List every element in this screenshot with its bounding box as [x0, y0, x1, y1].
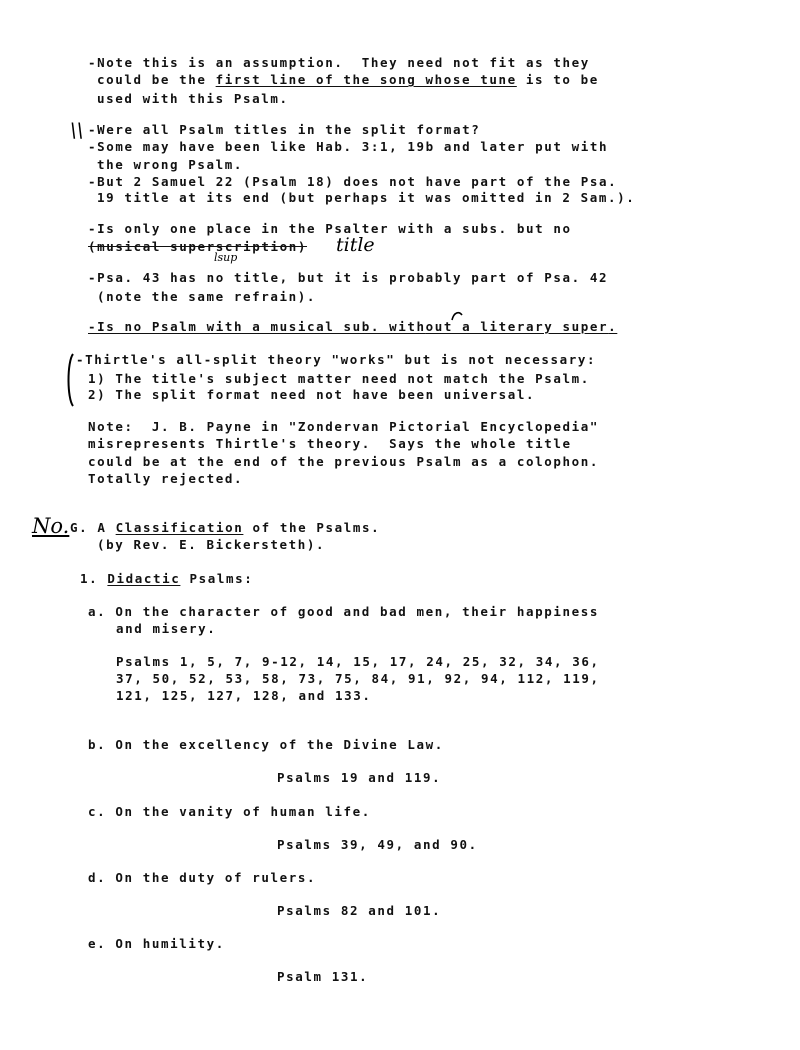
item-a-psalms-1: Psalms 1, 5, 7, 9-12, 14, 15, 17, 24, 25, 32, 34, 36, [116, 654, 600, 669]
item-a-psalms-3: 121, 125, 127, 128, and 133. [116, 688, 372, 703]
split-line-2: -Some may have been like Hab. 3:1, 19b and later put with [88, 139, 609, 154]
split-line-5: 19 title at its end (but perhaps it was omitted in 2 Sam.). [97, 190, 636, 205]
note-line-1: -Note this is an assumption. They need not fit as they [88, 55, 590, 70]
section-g-prefix: G. A [70, 520, 116, 535]
psa43-line-1: -Psa. 43 has no title, but it is probably part of Psa. 42 [88, 270, 609, 285]
payne-line-1: Note: J. B. Payne in "Zondervan Pictorial Encyclopedia" [88, 419, 600, 434]
no-psalm-part-2: out a literary super [425, 319, 609, 334]
section-g-byline: (by Rev. E. Bickersteth). [97, 537, 326, 552]
section-g-rest: of the Psalms. [243, 520, 381, 535]
section-g-heading [70, 521, 380, 535]
item-e: e. On humility. [88, 936, 225, 951]
note-line-2-end: is to be [516, 72, 599, 87]
margin-bracket [62, 352, 76, 408]
no-psalm-line [88, 320, 617, 334]
item-c: c. On the vanity of human life. [88, 804, 371, 819]
underlined-phrase: first line of the song whose tune [215, 72, 517, 87]
insertion-caret [450, 310, 464, 322]
item-a-line-1: a. On the character of good and bad men, their happiness [88, 604, 600, 619]
note-line-3: used with this Psalm. [97, 91, 289, 106]
margin-mark: \\ [70, 118, 84, 142]
note-line-2 [97, 73, 599, 87]
psa43-line-2: (note the same refrain). [97, 289, 317, 304]
no-psalm-part-1: -Is no Psalm with a musical sub. with [88, 319, 426, 334]
no-psalm-period: . [608, 319, 618, 334]
handwritten-no: No. [32, 514, 70, 538]
thirtle-line-3: 2) The split format need not have been universal. [88, 387, 536, 402]
thirtle-line-1: -Thirtle's all-split theory "works" but is not necessary: [76, 352, 597, 367]
didactic-heading [80, 572, 253, 586]
item-d-psalms: Psalms 82 and 101. [277, 903, 442, 918]
item-a-psalms-2: 37, 50, 52, 53, 58, 73, 75, 84, 91, 92, 94, 112, 119, [116, 671, 600, 686]
struck-text: (musical superscription) [88, 239, 308, 254]
split-line-3: the wrong Psalm. [97, 157, 244, 172]
didactic-rest: Psalms: [180, 571, 254, 586]
item-b-psalms: Psalms 19 and 119. [277, 770, 442, 785]
onlyone-line-1: -Is only one place in the Psalter with a subs. but no [88, 221, 572, 236]
item-b: b. On the excellency of the Divine Law. [88, 737, 444, 752]
item-d: d. On the duty of rulers. [88, 870, 317, 885]
item-e-psalms: Psalm 131. [277, 969, 369, 984]
item-a-line-2: and misery. [116, 621, 217, 636]
payne-line-4: Totally rejected. [88, 471, 244, 486]
payne-line-3: could be at the end of the previous Psalm as a colophon. [88, 454, 600, 469]
handwritten-title: title [336, 234, 375, 256]
split-line-4: -But 2 Samuel 22 (Psalm 18) does not have part of the Psa. [88, 174, 618, 189]
thirtle-line-2: 1) The title's subject matter need not match the Psalm. [88, 371, 590, 386]
didactic-num: 1. [80, 571, 108, 586]
note-line-2-start: could be the [97, 72, 216, 87]
item-c-psalms: Psalms 39, 49, and 90. [277, 837, 478, 852]
didactic-label: Didactic [107, 571, 181, 586]
payne-line-2: misrepresents Thirtle's theory. Says the whole title [88, 436, 572, 451]
classification-word: Classification [115, 520, 244, 535]
split-line-1: -Were all Psalm titles in the split format? [88, 122, 481, 137]
handwritten-insert: lsup [214, 251, 238, 264]
